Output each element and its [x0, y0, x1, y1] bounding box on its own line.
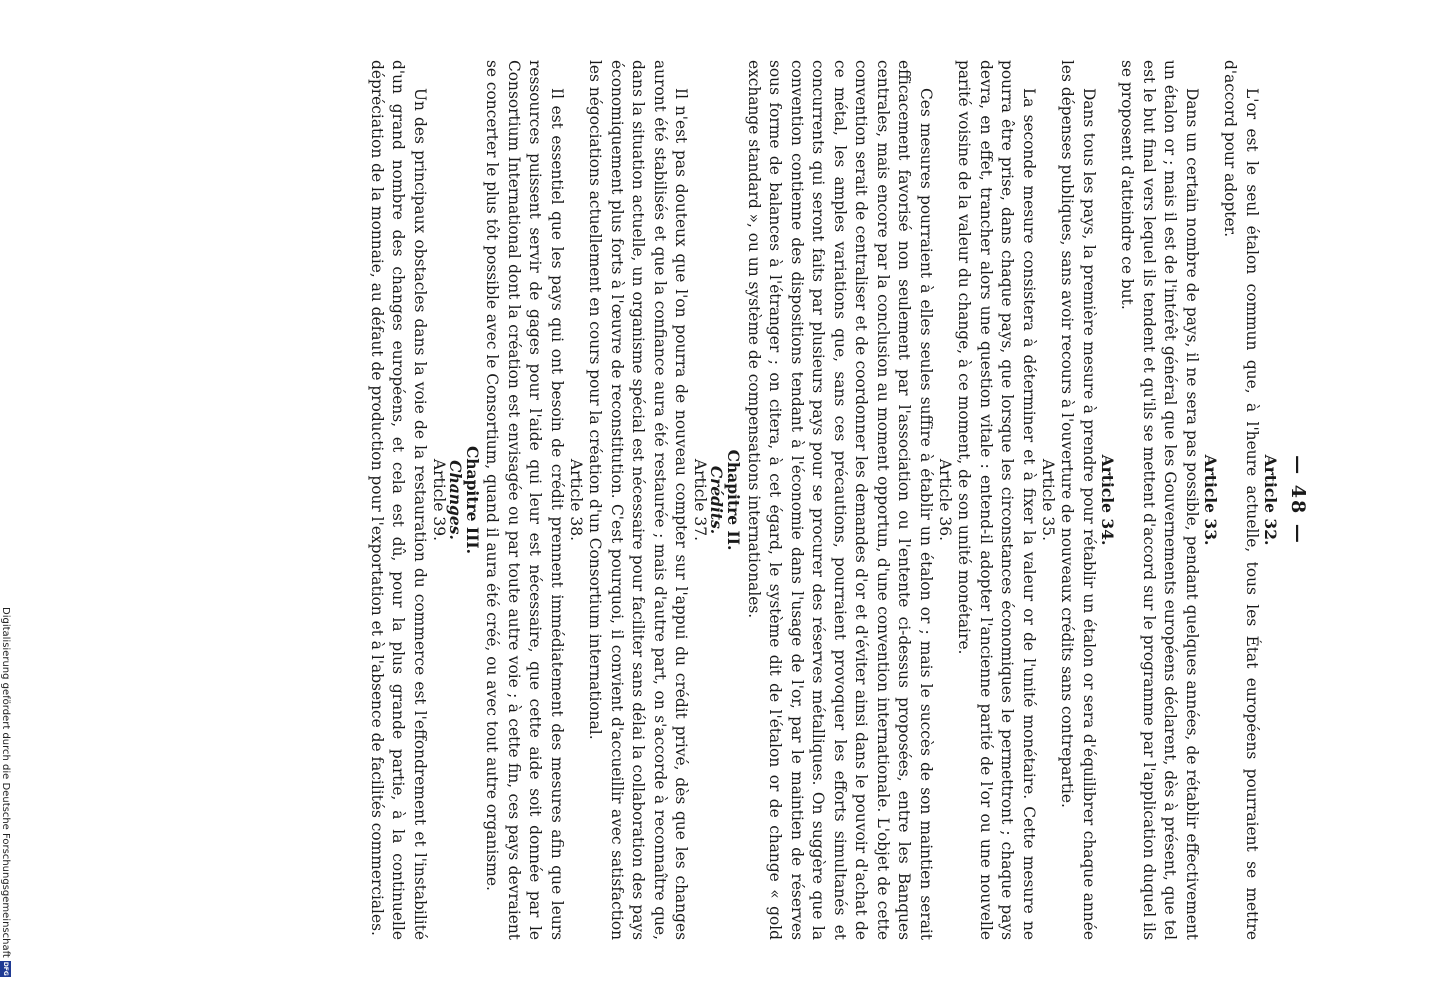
section-heading: Article 32. — [1261, 454, 1280, 546]
page-number: — 48 — — [1287, 455, 1309, 545]
paragraph: Il est essentiel que les pays qui ont besoin de crédit prennent immédiatement des mesures afin que leurs ressources puissent servir de gages pour l'aide qui leur est nécessaire, que cette aide soit donnée par le Consortium International dont la création est envisagée ou par toute autre voie ; à cette fin, ces pays devraient se concerter le plus tôt possible avec le Consortium, quand il aura été créé, ou avec tout autre organisme. — [483, 60, 566, 940]
section-heading: Article 39. — [430, 458, 448, 542]
digitization-credit — [0, 607, 13, 987]
section-heading: Article 38. — [567, 458, 585, 542]
section-heading: Article 34. — [1098, 454, 1117, 546]
paragraph: L'or est le seul étalon commun que, à l'heure actuelle, tous les État européens pourraient se mettre d'accord pour adopter. — [1221, 60, 1261, 940]
paragraph: La seconde mesure consistera à déterminer et à fixer la valeur or de l'unité monétaire. Cette mesure ne pourra être prise, dans chaque pays, que lorsque les circonstances économiques le permettront ; chaque pays devra, en effet, trancher alors une question vitale : entend-il adopter l'ancienne parité de l'or ou une nouvelle parité voisine de la valeur du change, à ce moment, de son unité monétaire. — [955, 60, 1038, 940]
section-heading: Article 35. — [1039, 458, 1057, 542]
paragraph: Dans un certain nombre de pays, il ne sera pas possible, pendant quelques années, de rétablir effectivement un étalon or ; mais il est de l'intérêt général que les Gouvernements européens déclarent, dès à présent, que tel est le but final vers lequel ils tendent et qu'ils se mettent d'accord sur le programme par l'application duquel ils se proposent d'atteindre ce but. — [1118, 60, 1201, 940]
section-heading: Article 33. — [1201, 454, 1220, 546]
section-heading: Article 36. — [936, 458, 954, 542]
section-heading: Crédits. — [707, 465, 727, 535]
paragraph: Il n'est pas douteux que l'on pourra de nouveau compter sur l'appui du crédit privé, dès que les changes auront été stabilisés et que la confiance aura été restaurée ; mais d'autre part, on s'accorde à reconnaître que, dans la situation actuelle, un organisme spécial est nécessaire pour faciliter sans délai la collaboration des pays économiquement plus forts à l'œuvre de reconstitution. C'est pourquoi, il convient d'accueillir avec satisfaction les négociations actuellement en cours pour la création d'un Consortium international. — [586, 60, 691, 940]
paragraph: Un des principaux obstacles dans la voie de la restauration du commerce est l'effondrement et l'instabilité d'un grand nombre des changes européens, et cela est dû, pour la plus grande partie, à la continuelle dépréciation de la monnaie, au défaut de production pour l'exportation et à l'absence de facilités commerciales. — [368, 60, 429, 940]
section-heading: Chapitre II. — [724, 449, 744, 551]
document-body — [366, 60, 1280, 940]
dfg-logo-icon: DFG — [2, 961, 10, 976]
paragraph: Ces mesures pourraient à elles seules suffire à établir un étalon or ; mais le succès de son maintien serait efficacement favorisé non seulement par l'association ou l'entente ci-dessus proposées, entre les Banques centrales, mais encore par la conclusion au moment opportun, d'une convention internationale. L'objet de cette convention serait de centraliser et de coordonner les demandes d'or et d'éviter ainsi dans le pouvoir d'achat de ce métal, les amples variations que, sans ces précautions, pourraient provoquer les efforts simultanés et concurrents qui seront faits par plusieurs pays pour se procurer des réserves métalliques. On suggère que la convention contienne des dispositions tendant à l'économie dans l'usage de l'or, par le maintien de réserves sous forme de balances à l'étranger ; on citera, à cet égard, le système dit de l'étalon or de change « gold exchange standard », ou un système de compensations internationales. — [745, 60, 935, 940]
section-heading: Chapitre III. — [463, 445, 482, 555]
credit-text: Digitalisierung gefördert durch die Deutsche Forschungsgemeinschaft — [0, 607, 12, 958]
paragraph: Dans tous les pays, la première mesure à prendre pour rétablir un étalon or sera d'équilibrer chaque année les dépenses publiques, sans avoir recours à l'ouverture de nouveaux crédits sans contrepartie. — [1058, 60, 1098, 940]
section-heading: Article 37. — [691, 458, 710, 542]
rotated-document-page — [97, 20, 1337, 980]
section-heading: Changes. — [446, 460, 465, 540]
